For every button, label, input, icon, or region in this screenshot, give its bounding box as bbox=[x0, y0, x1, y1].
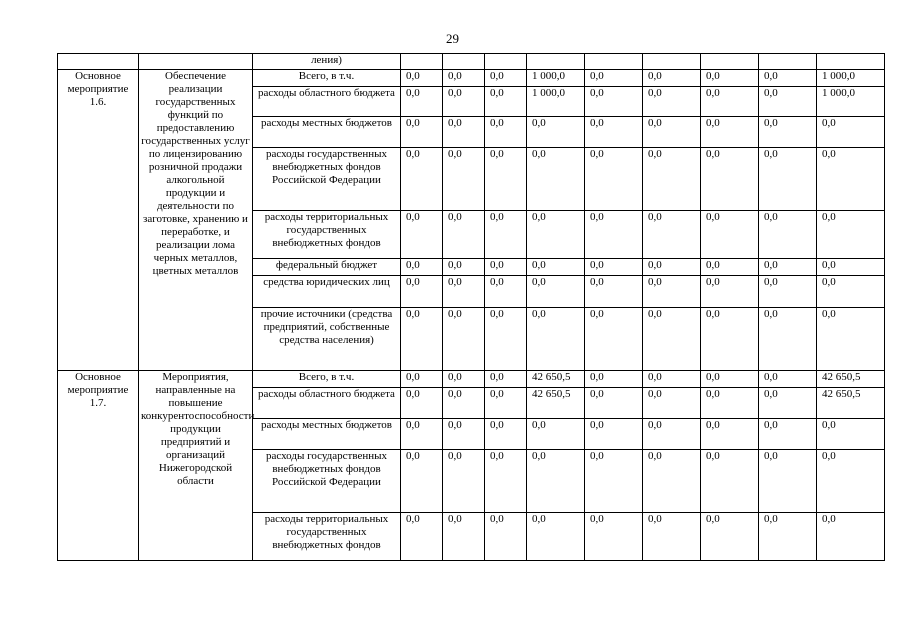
value-cell: 0,0 bbox=[817, 513, 885, 561]
table-row bbox=[58, 371, 885, 388]
value-cell: 0,0 bbox=[443, 419, 485, 450]
value-cell: 0,0 bbox=[701, 276, 759, 308]
funding-source-cell: расходы областного бюджета bbox=[253, 388, 401, 419]
value-cell: 0,0 bbox=[527, 308, 585, 371]
value-cell: 0,0 bbox=[643, 419, 701, 450]
value-cell: 0,0 bbox=[485, 87, 527, 117]
value-cell: 0,0 bbox=[485, 117, 527, 148]
value-cell: 0,0 bbox=[701, 70, 759, 87]
funding-source-cell: расходы местных бюджетов bbox=[253, 419, 401, 450]
value-cell: 0,0 bbox=[701, 371, 759, 388]
value-cell: 0,0 bbox=[701, 308, 759, 371]
value-cell: 0,0 bbox=[485, 70, 527, 87]
value-cell: 0,0 bbox=[585, 276, 643, 308]
funding-source-cell: ления) bbox=[253, 54, 401, 70]
value-cell: 0,0 bbox=[701, 117, 759, 148]
measure-code-cell: Основное мероприятие 1.6. bbox=[58, 70, 139, 371]
value-cell: 0,0 bbox=[485, 211, 527, 259]
value-cell: 0,0 bbox=[401, 148, 443, 211]
funding-source-cell: федеральный бюджет bbox=[253, 259, 401, 276]
value-cell bbox=[643, 54, 701, 70]
value-cell: 0,0 bbox=[527, 276, 585, 308]
value-cell: 0,0 bbox=[443, 371, 485, 388]
measure-name-cell bbox=[139, 54, 253, 70]
value-cell: 0,0 bbox=[443, 87, 485, 117]
value-cell: 0,0 bbox=[401, 419, 443, 450]
value-cell: 0,0 bbox=[527, 211, 585, 259]
value-cell: 0,0 bbox=[485, 450, 527, 513]
funding-source-cell: расходы государственных внебюджетных фондов Российской Федерации bbox=[253, 450, 401, 513]
value-cell: 0,0 bbox=[759, 276, 817, 308]
value-cell: 0,0 bbox=[527, 148, 585, 211]
value-cell: 0,0 bbox=[527, 259, 585, 276]
value-cell: 0,0 bbox=[643, 513, 701, 561]
value-cell: 0,0 bbox=[585, 211, 643, 259]
value-cell: 0,0 bbox=[701, 211, 759, 259]
funding-source-cell: прочие источники (средства предприятий, собственные средства населения) bbox=[253, 308, 401, 371]
value-cell: 0,0 bbox=[443, 450, 485, 513]
value-cell: 0,0 bbox=[443, 513, 485, 561]
value-cell: 0,0 bbox=[585, 70, 643, 87]
value-cell: 0,0 bbox=[759, 87, 817, 117]
value-cell bbox=[701, 54, 759, 70]
value-cell: 0,0 bbox=[643, 211, 701, 259]
value-cell: 0,0 bbox=[443, 117, 485, 148]
value-cell: 0,0 bbox=[485, 419, 527, 450]
value-cell: 0,0 bbox=[643, 371, 701, 388]
value-cell: 0,0 bbox=[701, 419, 759, 450]
value-cell: 0,0 bbox=[401, 211, 443, 259]
value-cell: 0,0 bbox=[817, 308, 885, 371]
value-cell bbox=[485, 54, 527, 70]
value-cell: 0,0 bbox=[817, 259, 885, 276]
value-cell: 0,0 bbox=[485, 148, 527, 211]
value-cell: 0,0 bbox=[527, 117, 585, 148]
value-cell: 0,0 bbox=[527, 513, 585, 561]
value-cell: 42 650,5 bbox=[817, 371, 885, 388]
value-cell: 0,0 bbox=[443, 276, 485, 308]
value-cell: 0,0 bbox=[759, 117, 817, 148]
funding-source-cell: Всего, в т.ч. bbox=[253, 70, 401, 87]
page-number: 29 bbox=[446, 31, 459, 46]
value-cell: 0,0 bbox=[701, 259, 759, 276]
value-cell: 0,0 bbox=[759, 259, 817, 276]
value-cell: 0,0 bbox=[701, 513, 759, 561]
value-cell: 0,0 bbox=[401, 70, 443, 87]
value-cell: 0,0 bbox=[527, 419, 585, 450]
value-cell: 0,0 bbox=[585, 259, 643, 276]
value-cell: 0,0 bbox=[643, 308, 701, 371]
value-cell: 0,0 bbox=[443, 148, 485, 211]
value-cell: 0,0 bbox=[401, 117, 443, 148]
value-cell: 0,0 bbox=[817, 211, 885, 259]
funding-source-cell: расходы областного бюджета bbox=[253, 87, 401, 117]
budget-table bbox=[57, 53, 885, 561]
value-cell: 0,0 bbox=[585, 371, 643, 388]
funding-source-cell: Всего, в т.ч. bbox=[253, 371, 401, 388]
value-cell bbox=[401, 54, 443, 70]
value-cell: 42 650,5 bbox=[527, 388, 585, 419]
value-cell: 0,0 bbox=[585, 308, 643, 371]
value-cell: 0,0 bbox=[401, 513, 443, 561]
table-body bbox=[58, 54, 885, 561]
value-cell: 0,0 bbox=[401, 450, 443, 513]
value-cell: 0,0 bbox=[643, 450, 701, 513]
value-cell: 0,0 bbox=[817, 419, 885, 450]
value-cell: 0,0 bbox=[643, 388, 701, 419]
value-cell bbox=[817, 54, 885, 70]
value-cell: 0,0 bbox=[443, 211, 485, 259]
measure-name-cell: Обеспечение реализации государственных функций по предоставлению государственных услуг по лицензированию розничной продажи алкогольной продукции и деятельности по заготовке, хранению и переработке, и реализации лома черных металлов, цветных металлов bbox=[139, 70, 253, 371]
value-cell: 0,0 bbox=[401, 388, 443, 419]
value-cell: 0,0 bbox=[485, 259, 527, 276]
measure-name-cell: Мероприятия, направленные на повышение конкурентоспособности продукции предприятий и организаций Нижегородской области bbox=[139, 371, 253, 561]
value-cell: 0,0 bbox=[701, 388, 759, 419]
value-cell: 1 000,0 bbox=[817, 87, 885, 117]
value-cell: 0,0 bbox=[527, 450, 585, 513]
value-cell: 0,0 bbox=[585, 148, 643, 211]
value-cell: 0,0 bbox=[485, 276, 527, 308]
value-cell: 0,0 bbox=[585, 450, 643, 513]
value-cell: 0,0 bbox=[401, 259, 443, 276]
value-cell: 0,0 bbox=[759, 308, 817, 371]
value-cell: 0,0 bbox=[585, 117, 643, 148]
value-cell: 0,0 bbox=[759, 513, 817, 561]
value-cell: 1 000,0 bbox=[527, 70, 585, 87]
value-cell: 1 000,0 bbox=[817, 70, 885, 87]
funding-source-cell: расходы территориальных государственных внебюджетных фондов bbox=[253, 513, 401, 561]
value-cell: 0,0 bbox=[443, 388, 485, 419]
value-cell: 0,0 bbox=[701, 87, 759, 117]
value-cell: 0,0 bbox=[443, 70, 485, 87]
funding-source-cell: расходы местных бюджетов bbox=[253, 117, 401, 148]
value-cell: 0,0 bbox=[585, 388, 643, 419]
value-cell: 0,0 bbox=[585, 419, 643, 450]
value-cell: 0,0 bbox=[759, 211, 817, 259]
value-cell: 0,0 bbox=[817, 450, 885, 513]
value-cell: 42 650,5 bbox=[527, 371, 585, 388]
value-cell: 0,0 bbox=[701, 148, 759, 211]
value-cell: 0,0 bbox=[759, 70, 817, 87]
value-cell: 0,0 bbox=[485, 513, 527, 561]
value-cell bbox=[527, 54, 585, 70]
value-cell: 0,0 bbox=[485, 388, 527, 419]
value-cell: 0,0 bbox=[401, 371, 443, 388]
value-cell: 1 000,0 bbox=[527, 87, 585, 117]
funding-source-cell: расходы государственных внебюджетных фондов Российской Федерации bbox=[253, 148, 401, 211]
value-cell bbox=[443, 54, 485, 70]
value-cell: 0,0 bbox=[485, 308, 527, 371]
value-cell: 0,0 bbox=[401, 87, 443, 117]
value-cell: 0,0 bbox=[643, 276, 701, 308]
value-cell: 0,0 bbox=[759, 450, 817, 513]
table-row bbox=[58, 54, 885, 70]
value-cell: 0,0 bbox=[401, 308, 443, 371]
value-cell bbox=[585, 54, 643, 70]
value-cell: 0,0 bbox=[585, 87, 643, 117]
value-cell: 0,0 bbox=[817, 276, 885, 308]
value-cell: 0,0 bbox=[643, 87, 701, 117]
value-cell: 0,0 bbox=[759, 371, 817, 388]
value-cell: 42 650,5 bbox=[817, 388, 885, 419]
funding-source-cell: средства юридических лиц bbox=[253, 276, 401, 308]
table-row bbox=[58, 70, 885, 87]
value-cell: 0,0 bbox=[443, 259, 485, 276]
value-cell: 0,0 bbox=[759, 148, 817, 211]
value-cell: 0,0 bbox=[401, 276, 443, 308]
measure-code-cell bbox=[58, 54, 139, 70]
value-cell: 0,0 bbox=[759, 419, 817, 450]
value-cell: 0,0 bbox=[701, 450, 759, 513]
value-cell: 0,0 bbox=[485, 371, 527, 388]
value-cell: 0,0 bbox=[643, 70, 701, 87]
value-cell: 0,0 bbox=[817, 117, 885, 148]
funding-source-cell: расходы территориальных государственных внебюджетных фондов bbox=[253, 211, 401, 259]
value-cell: 0,0 bbox=[443, 308, 485, 371]
value-cell: 0,0 bbox=[643, 259, 701, 276]
value-cell: 0,0 bbox=[817, 148, 885, 211]
measure-code-cell: Основное мероприятие 1.7. bbox=[58, 371, 139, 561]
value-cell: 0,0 bbox=[643, 148, 701, 211]
value-cell bbox=[759, 54, 817, 70]
value-cell: 0,0 bbox=[759, 388, 817, 419]
value-cell: 0,0 bbox=[585, 513, 643, 561]
value-cell: 0,0 bbox=[643, 117, 701, 148]
